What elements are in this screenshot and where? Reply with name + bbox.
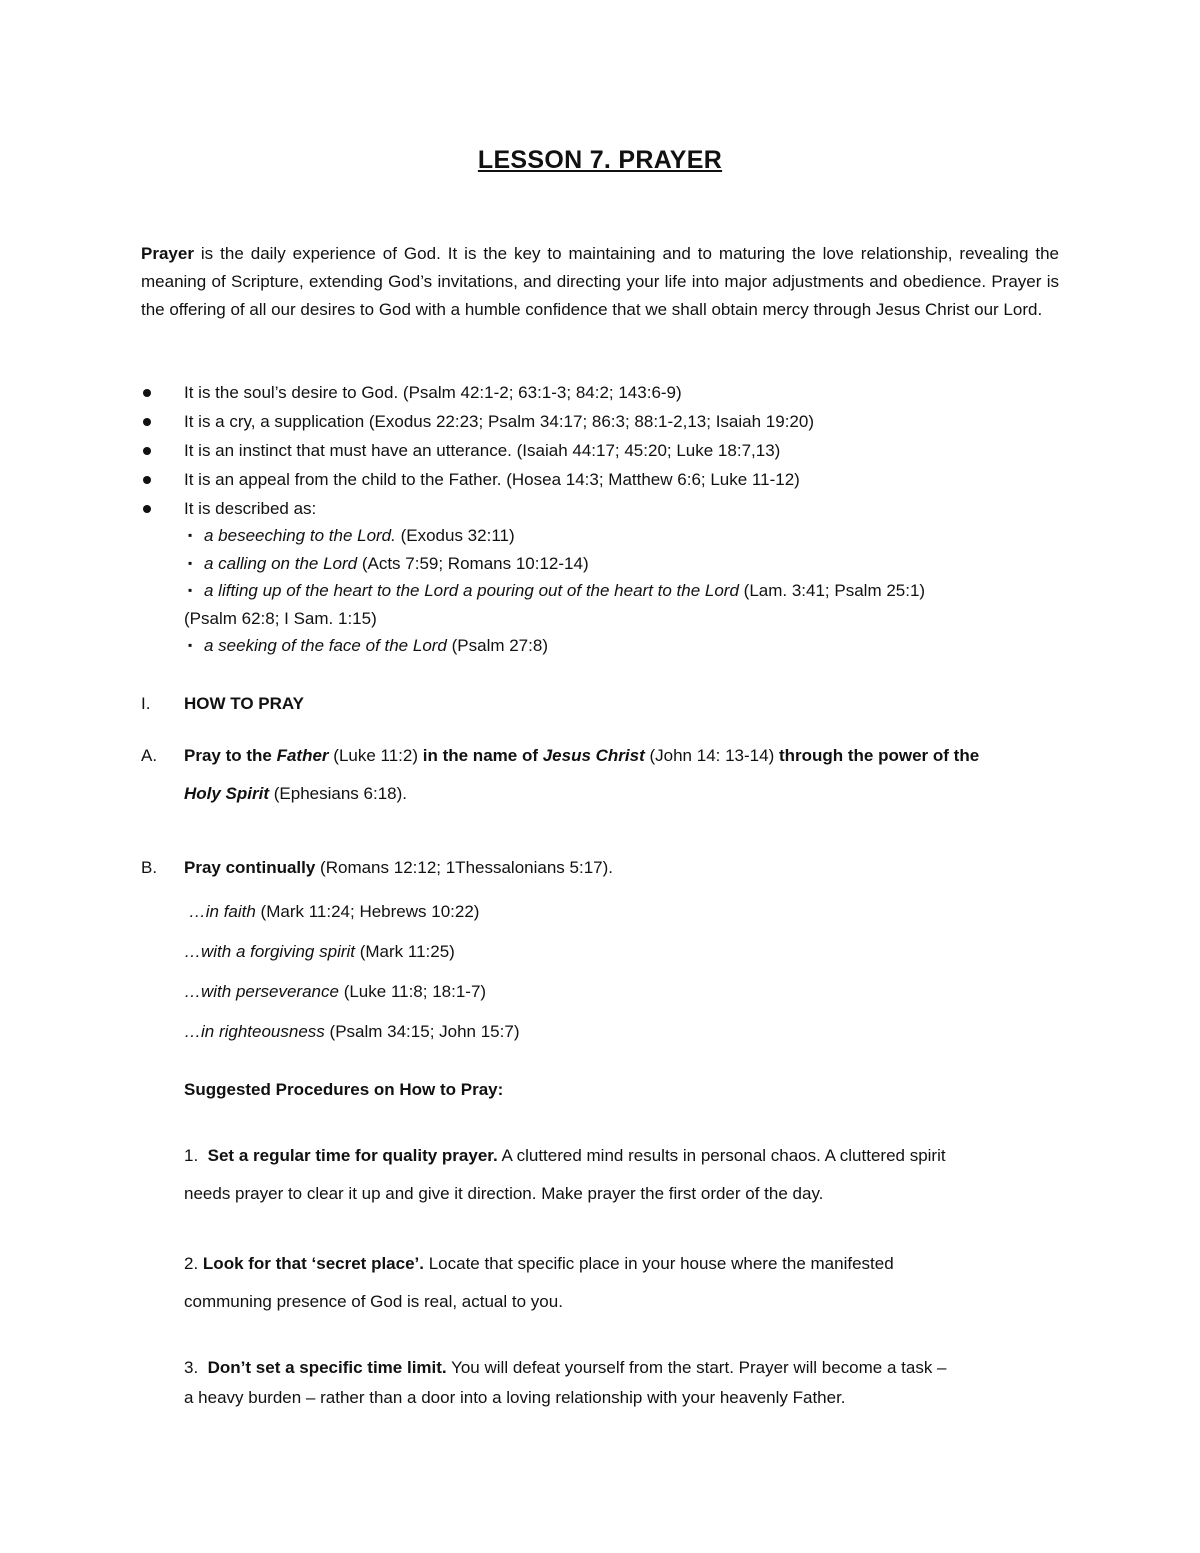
small-bullet-icon: ▪ [188, 555, 193, 570]
small-bullet-icon: ▪ [188, 583, 193, 597]
reference: (Mark 11:25) [355, 942, 455, 961]
reference-continued: (Psalm 62:8; I Sam. 1:15) [184, 608, 377, 628]
intro-lead: Prayer [141, 244, 194, 263]
text-part: Pray continually [184, 858, 316, 877]
text-part: in the name of [418, 746, 543, 765]
reference: (Mark 11:24; Hebrews 10:22) [255, 902, 480, 921]
reference: (Psalm 27:8) [446, 636, 548, 655]
bullet-icon [143, 447, 151, 455]
section-b-text [184, 849, 1061, 887]
section-number: I. [141, 694, 151, 713]
list-item [141, 407, 1081, 436]
small-bullet-icon: ▪ [188, 528, 193, 542]
list-item [141, 465, 1081, 494]
reference: (Luke 11:2) [328, 746, 419, 765]
bullet-text: It is a cry, a supplication (Exodus 22:23; Psalm 34:17; 86:3; 88:1-2,13; Isaiah 19:20) [184, 412, 814, 431]
section-b [141, 849, 1061, 887]
phrase: a calling on the Lord [204, 553, 358, 573]
list-item [184, 972, 519, 1012]
list-item [141, 436, 1081, 465]
reference: (Ephesians 6:18). [269, 784, 407, 803]
step-text: communing presence of God is real, actual to you. [184, 1292, 563, 1311]
bullet-icon [143, 418, 151, 426]
bullet-text: It is an appeal from the child to the Father. (Hosea 14:3; Matthew 6:6; Luke 11-12) [184, 470, 800, 489]
list-item [184, 632, 1064, 660]
procedure-step [184, 1353, 1060, 1413]
text-part: Father [276, 746, 329, 765]
text-part: through the power of the [774, 746, 980, 765]
phrase: …in faith [188, 902, 256, 921]
procedure-step [184, 1245, 1060, 1321]
step-text: You will defeat yourself from the start. Prayer will become a task – [446, 1358, 947, 1377]
step-heading: Look for that ‘secret place’. [202, 1254, 424, 1273]
reference: (Psalm 34:15; John 15:7) [324, 1022, 520, 1041]
bullet-text: It is the soul’s desire to God. (Psalm 42:1-2; 63:1-3; 84:2; 143:6-9) [184, 383, 682, 402]
procedure-step [184, 1137, 1060, 1213]
reference: (John 14: 13-14) [644, 746, 775, 765]
step-number: 3. [184, 1358, 199, 1377]
bullet-icon [143, 476, 151, 484]
step-number: 1. [184, 1146, 199, 1165]
step-number: 2. [184, 1254, 199, 1273]
bullet-list [141, 378, 1081, 523]
bullet-text: It is an instinct that must have an utterance. (Isaiah 44:17; 45:20; Luke 18:7,13) [184, 441, 781, 460]
list-item [184, 932, 519, 972]
text-part: Jesus Christ [542, 746, 645, 765]
step-text: needs prayer to clear it up and give it direction. Make prayer the first order of the day. [184, 1184, 824, 1203]
section-letter: B. [141, 858, 158, 877]
phrase: a beseeching to the Lord. [204, 526, 396, 545]
procedures-heading: Suggested Procedures on How to Pray: [184, 1080, 504, 1099]
step-heading: Set a regular time for quality prayer. [207, 1146, 498, 1165]
section-letter: A. [141, 746, 158, 765]
list-item [184, 1012, 519, 1052]
reference: (Luke 11:8; 18:1-7) [338, 982, 487, 1001]
bullet-icon [143, 389, 151, 397]
reference: (Acts 7:59; Romans 10:12-14) [357, 553, 589, 573]
list-item [141, 378, 1081, 407]
phrase: a lifting up of the heart to the Lord a pouring out of the heart to the Lord [204, 581, 739, 600]
step-text: a heavy burden – rather than a door into a loving relationship with your heavenly Father. [184, 1388, 846, 1407]
small-bullet-icon: ▪ [188, 638, 193, 652]
reference: (Lam. 3:41; Psalm 25:1) [738, 581, 926, 600]
list-item [184, 550, 1064, 578]
page-title: LESSON 7. PRAYER [477, 146, 723, 174]
section-a-text [184, 737, 1061, 813]
step-text: A cluttered mind results in personal chaos. A cluttered spirit [497, 1146, 946, 1165]
step-heading: Don’t set a specific time limit. [207, 1358, 447, 1377]
section-a [141, 737, 1061, 813]
list-item [184, 522, 1064, 550]
reference: (Romans 12:12; 1Thessalonians 5:17). [315, 858, 613, 877]
list-item [184, 577, 1064, 632]
text-part: Holy Spirit [184, 784, 270, 803]
section-heading: HOW TO PRAY [184, 694, 304, 713]
phrase: a seeking of the face of the Lord [204, 636, 447, 655]
phrase: …in righteousness [184, 1022, 325, 1041]
described-as-list [184, 522, 1064, 660]
list-item [141, 494, 1081, 523]
phrase: …with a forgiving spirit [184, 942, 356, 961]
step-text: Locate that specific place in your house where the manifested [423, 1254, 894, 1273]
phrase: …with perseverance [184, 982, 339, 1001]
section-how-to-pray [141, 685, 1061, 723]
bullet-text: It is described as: [184, 499, 317, 518]
intro-paragraph [141, 240, 1059, 324]
text-part: Pray to the [184, 746, 277, 765]
reference: (Exodus 32:11) [395, 526, 515, 545]
ways-list [184, 892, 519, 1052]
list-item [184, 892, 519, 932]
bullet-icon [143, 505, 151, 513]
intro-text: is the daily experience of God. It is the key to maintaining and to maturing the love relationship, revealing the meaning of Scripture, extending God’s invitations, and directing your life into major adjustments and obedience. Prayer is the offering of all our desires to God with a humble confidence that we shall obtain mercy through Jesus Christ our Lord. [141, 244, 1059, 319]
